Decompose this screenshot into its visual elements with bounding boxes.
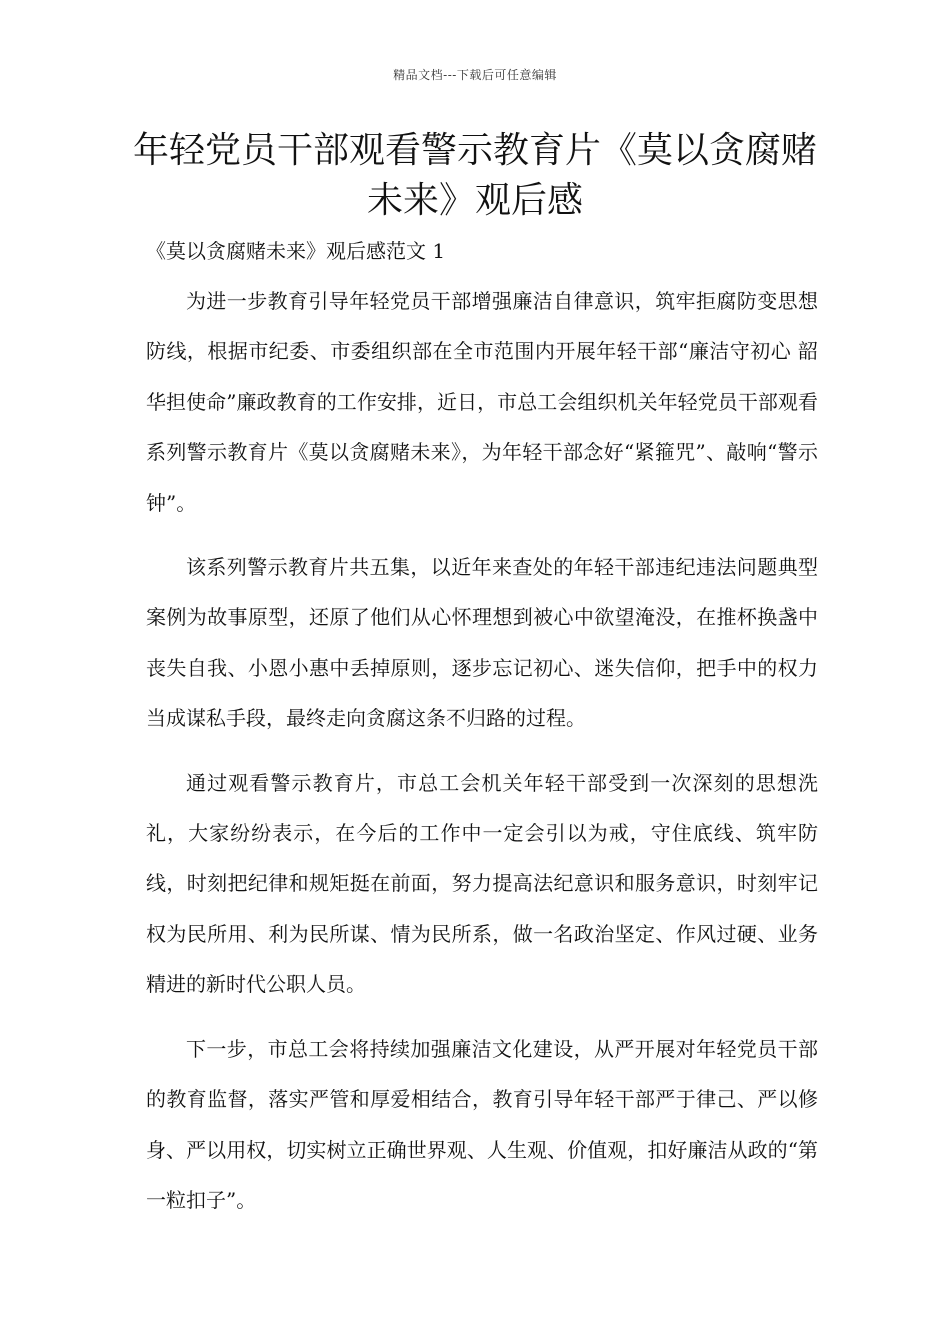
paragraph-1: 为进一步教育引导年轻党员干部增强廉洁自律意识，筑牢拒腐防变思想防线，根据市纪委、市委组织部在全市范围内开展年轻干部“廉洁守初心 韶华担使命”廉政教育的工作安排，近日，市总工会组织机关年轻党员干部观看系列警示教育片《莫以贪腐赌未来》，为年轻干部念好“紧箍咒”、敲响“警示钟”。 <box>146 289 818 515</box>
header-note: 精品文档---下载后可任意编辑 <box>393 68 557 82</box>
paragraph-4: 下一步，市总工会将持续加强廉洁文化建设，从严开展对年轻党员干部的教育监督，落实严管和厚爱相结合，教育引导年轻干部严于律己、严以修身、严以用权，切实树立正确世界观、人生观、价值观，扣好廉洁从政的“第一粒扣子”。 <box>146 1036 818 1212</box>
paragraph-3: 通过观看警示教育片，市总工会机关年轻干部受到一次深刻的思想洗礼，大家纷纷表示，在今后的工作中一定会引以为戒，守住底线、筑牢防线，时刻把纪律和规矩挺在前面，努力提高法纪意识和服务意识，时刻牢记权为民所用、利为民所谋、情为民所系，做一名政治坚定、作风过硬、业务精进的新时代公职人员。 <box>146 770 818 997</box>
document-body <box>146 276 818 1239</box>
document-subtitle: 《莫以贪腐赌未来》观后感范文 1 <box>146 239 446 263</box>
paragraph-2: 该系列警示教育片共五集，以近年来查处的年轻干部违纪违法问题典型案例为故事原型，还原了他们从心怀理想到被心中欲望淹没，在推杯换盏中丧失自我、小恩小惠中丢掉原则，逐步忘记初心、迷失信仰，把手中的权力当成谋私手段，最终走向贪腐这条不归路的过程。 <box>146 555 818 731</box>
document-title: 年轻党员干部观看警示教育片《莫以贪腐赌未来》观后感 <box>132 130 817 221</box>
